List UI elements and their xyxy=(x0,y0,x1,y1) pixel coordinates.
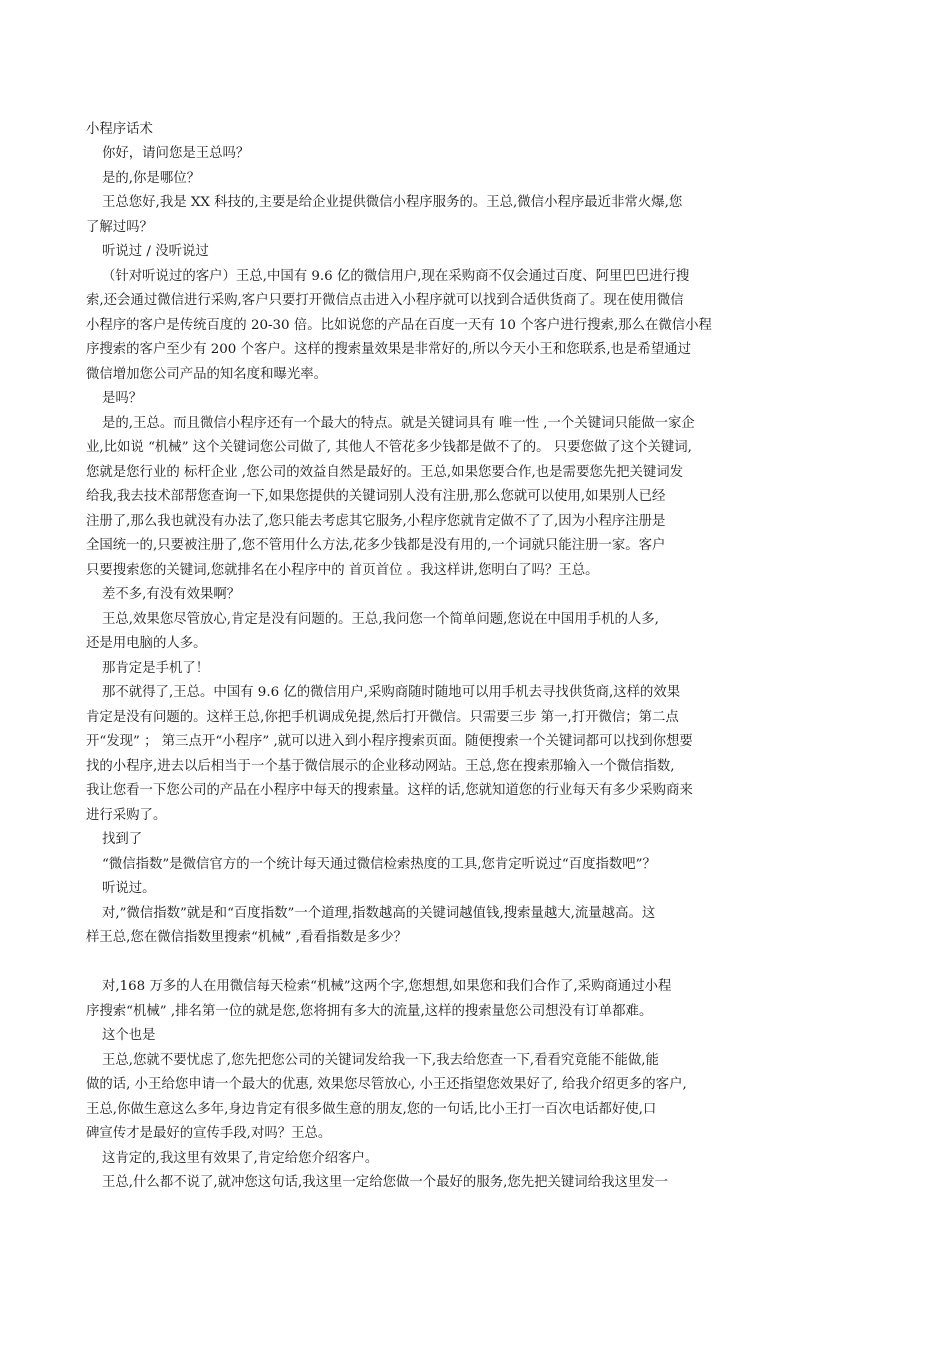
text-line: 了解过吗？ xyxy=(86,219,153,235)
text-line: 听说过 / 没听说过 xyxy=(102,244,209,259)
text-line: 开“发现” ； 第三点开“小程序” ,就可以进入到小程序搜索页面。随便搜索一个关键词都可以找到你想要 xyxy=(86,734,693,749)
text-line: 您就是您行业的 标杆企业 ,您公司的效益自然是最好的。王总,如果您要合作,也是需要您先把关键词发 xyxy=(86,464,684,480)
text-line: 进行采购了。 xyxy=(86,807,167,823)
document-lines xyxy=(86,142,846,1196)
text-line: 王总,什么都不说了,就冲您这句话,我这里一定给您做一个最好的服务,您先把关键词给我这里发一 xyxy=(102,1175,669,1190)
text-line: 王总,你做生意这么多年,身边肯定有很多做生意的朋友,您的一句话,比小王打一百次电话都好使,口 xyxy=(86,1101,657,1117)
document-title: 小程序话术 xyxy=(86,122,153,137)
text-line: 对,168 万多的人在用微信每天检索“机械”这两个字,您想想,如果您和我们合作了,采购商通过小程 xyxy=(102,979,672,994)
text-line: 王总您好,我是 XX 科技的,主要是给企业提供微信小程序服务的。王总,微信小程序最近非常火爆,您 xyxy=(102,195,683,210)
text-line: 注册了,那么我也就没有办法了,您只能去考虑其它服务,小程序您就肯定做不了了,因为小程序注册是 xyxy=(86,513,666,529)
text-line: 全国统一的,只要被注册了,您不管用什么方法,花多少钱都是没有用的,一个词就只能注册一家。客户 xyxy=(86,538,666,553)
text-line: 这个也是 xyxy=(102,1028,156,1043)
text-line: 是的,你是哪位？ xyxy=(102,170,200,186)
text-line: （针对听说过的客户）王总,中国有 9.6 亿的微信用户,现在采购商不仅会通过百度、阿里巴巴进行搜 xyxy=(102,268,690,284)
text-line: 王总,效果您尽管放心,肯定是没有问题的。王总,我问您一个简单问题,您说在中国用手机的人多, xyxy=(102,611,659,627)
text-line: 找的小程序,进去以后相当于一个基于微信展示的企业移动网站。王总,您在搜索那输入一个微信指数, xyxy=(86,758,675,774)
text-line: 我让您看一下您公司的产品在小程序中每天的搜索量。这样的话,您就知道您的行业每天有多少采购商来 xyxy=(86,783,693,798)
text-line: 是的,王总。而且微信小程序还有一个最大的特点。就是关键词具有 唯一性 ,一个关键词只能做一家企 xyxy=(102,415,695,431)
text-line: 碑宣传才是最好的宣传手段,对吗？王总。 xyxy=(86,1126,332,1141)
text-line: “微信指数”是微信官方的一个统计每天通过微信检索热度的工具,您肯定听说过“百度指数吧”？ xyxy=(102,856,656,872)
text-line: 王总,您就不要忧虑了,您先把您公司的关键词发给我一下,我去给您查一下,看看究竟能不能做,能 xyxy=(102,1052,659,1068)
document-body xyxy=(86,118,846,1196)
text-line: 那肯定是手机了！ xyxy=(102,660,210,676)
text-line: 那不就得了,王总。中国有 9.6 亿的微信用户,采购商随时随地可以用手机去寻找供货商,这样的效果 xyxy=(102,685,681,700)
text-line: 这肯定的,我这里有效果了,肯定给您介绍客户。 xyxy=(102,1150,379,1166)
text-line: 找到了 xyxy=(102,832,143,847)
text-line: 还是用电脑的人多。 xyxy=(86,636,207,651)
text-line: 样王总,您在微信指数里搜索“机械” ,看看指数是多少？ xyxy=(86,930,408,945)
text-line: 差不多,有没有效果啊？ xyxy=(102,587,241,602)
text-line: 是吗？ xyxy=(102,391,143,406)
text-line: 做的话, 小王给您申请一个最大的优惠, 效果您尽管放心, 小王还指望您效果好了, 给我介绍更多的客户, xyxy=(86,1077,687,1092)
text-line: 序搜索“机械” ,排名第一位的就是您,您将拥有多大的流量,这样的搜索量您公司想没有订单都难。 xyxy=(86,1003,653,1019)
text-line: 只要搜索您的关键词,您就排名在小程序中的 首页首位 。我这样讲,您明白了吗？王总。 xyxy=(86,562,599,578)
text-line: 你好，请问您是王总吗？ xyxy=(102,146,250,161)
text-line: 索,还会通过微信进行采购,客户只要打开微信点击进入小程序就可以找到合适供货商了。现在使用微信 xyxy=(86,293,684,308)
text-line: 对,”微信指数”就是和“百度指数”一个道理,指数越高的关键词越值钱,搜索量越大,流量越高。这 xyxy=(102,905,656,921)
text-line: 给我,我去技术部帮您查询一下,如果您提供的关键词别人没有注册,那么您就可以使用,如果别人已经 xyxy=(86,489,666,504)
text-line xyxy=(86,951,846,976)
text-line: 业,比如说 “机械” 这个关键词您公司做了, 其他人不管花多少钱都是做不了的。 只要您做了这个关键词, xyxy=(86,440,692,455)
text-line: 肯定是没有问题的。这样王总,你把手机调成免提,然后打开微信。只需要三步 第一,打开微信；第二点 xyxy=(86,709,679,725)
text-line: 序搜索的客户至少有 200 个客户。这样的搜索量效果是非常好的,所以今天小王和您联系,也是希望通过 xyxy=(86,342,691,357)
text-line: 小程序的客户是传统百度的 20-30 倍。比如说您的产品在百度一天有 10 个客户进行搜索,那么在微信小程 xyxy=(86,317,712,333)
text-line: 听说过。 xyxy=(102,881,156,896)
text-line: 微信增加您公司产品的知名度和曝光率。 xyxy=(86,366,328,382)
